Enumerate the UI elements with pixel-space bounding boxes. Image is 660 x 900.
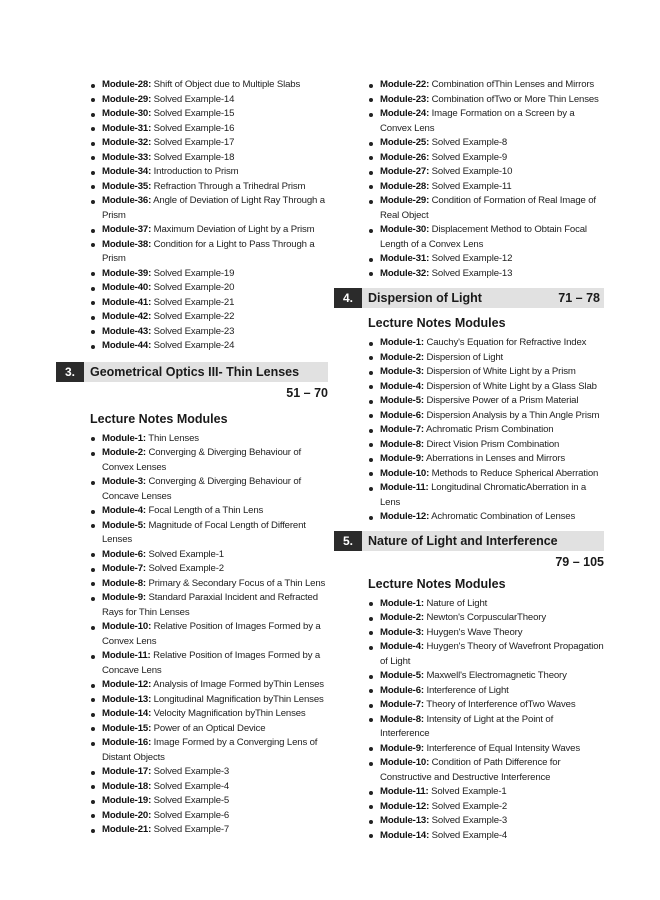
module-label: Module-2: <box>380 351 424 363</box>
module-item[interactable] <box>90 591 328 620</box>
module-item[interactable] <box>90 736 328 765</box>
module-item[interactable] <box>90 310 328 325</box>
module-label: Module-35: <box>102 180 152 192</box>
module-item[interactable] <box>90 548 328 563</box>
module-label: Module-7: <box>380 699 424 710</box>
module-item[interactable] <box>368 684 604 699</box>
module-text: Dispersive Power of a Prism Material <box>426 395 579 406</box>
module-label: Module-34: <box>102 166 152 177</box>
module-text: Solved Example-6 <box>153 809 230 821</box>
module-label: Module-28: <box>102 79 152 90</box>
module-item[interactable] <box>90 296 328 311</box>
module-text: Solved Example-23 <box>153 325 235 337</box>
chapter-3-module-list <box>90 432 328 838</box>
module-text: Refraction Through a Trihedral Prism <box>153 180 306 192</box>
module-text: Cauchy's Equation for Refractive Index <box>426 337 587 348</box>
right-column <box>334 78 604 843</box>
module-item[interactable] <box>368 756 604 785</box>
module-item[interactable] <box>368 78 604 93</box>
lecture-notes-heading: Lecture Notes Modules <box>368 576 506 591</box>
module-label: Module-14: <box>102 708 152 719</box>
module-label: Module-38: <box>102 238 152 250</box>
module-label: Module-11: <box>102 650 151 661</box>
module-text: Solved Example-3 <box>153 766 230 777</box>
module-item[interactable] <box>368 365 604 380</box>
module-text: Solved Example-2 <box>431 800 508 812</box>
module-text: Solved Example-17 <box>153 137 235 148</box>
module-item[interactable] <box>90 722 328 737</box>
module-label: Module-25: <box>380 137 430 148</box>
module-item[interactable] <box>368 800 604 815</box>
module-label: Module-9: <box>380 742 424 754</box>
module-label: Module-4: <box>380 641 424 652</box>
module-text: Focal Length of a Thin Lens <box>148 505 264 516</box>
module-item[interactable] <box>90 432 328 447</box>
module-label: Module-2: <box>380 612 424 623</box>
module-label: Module-16: <box>102 737 152 748</box>
module-label: Module-10: <box>380 757 430 768</box>
module-text: Solved Example-7 <box>153 824 230 835</box>
module-label: Module-14: <box>380 829 430 841</box>
module-text: Power of an Optical Device <box>153 722 266 734</box>
module-item[interactable] <box>368 467 604 482</box>
chapter-title-text: Dispersion of Light <box>368 291 482 305</box>
module-text: Huygen's Wave Theory <box>426 626 523 638</box>
module-text: Longitudinal Magnification byThin Lenses <box>153 693 324 705</box>
chapter-title-text: Geometrical Optics III- Thin Lenses <box>90 364 300 379</box>
module-label: Module-5: <box>380 395 424 406</box>
module-text: Converging & Diverging Behaviour of Convex Lenses <box>102 447 302 473</box>
module-label: Module-9: <box>102 592 146 603</box>
module-text: Solved Example-13 <box>431 267 513 279</box>
module-label: Module-15: <box>102 722 152 734</box>
module-item[interactable] <box>368 380 604 395</box>
module-label: Module-12: <box>102 679 152 690</box>
module-text: Nature of Light <box>426 597 488 609</box>
module-item[interactable] <box>90 136 328 151</box>
module-text: Introduction to Prism <box>153 166 239 177</box>
module-item[interactable] <box>90 267 328 282</box>
chapter-number: 4. <box>334 288 362 308</box>
module-label: Module-22: <box>380 79 430 90</box>
module-label: Module-13: <box>102 693 152 705</box>
module-label: Module-33: <box>102 151 152 163</box>
module-text: Solved Example-15 <box>153 108 235 119</box>
module-label: Module-7: <box>102 563 146 574</box>
module-text: Interference of Equal Intensity Waves <box>426 742 581 754</box>
module-item[interactable] <box>368 626 604 641</box>
module-item[interactable] <box>90 281 328 296</box>
module-item[interactable] <box>90 238 328 267</box>
module-label: Module-13: <box>380 815 430 826</box>
module-item[interactable] <box>368 814 604 829</box>
module-item[interactable] <box>90 504 328 519</box>
module-text: Dispersion of White Light by a Prism <box>426 366 576 377</box>
module-text: Thin Lenses <box>148 432 199 444</box>
module-label: Module-32: <box>380 267 430 279</box>
chapter-5-module-list <box>368 597 604 844</box>
module-item[interactable] <box>90 194 328 223</box>
module-item[interactable] <box>368 423 604 438</box>
module-text: Angle of Deviation of Light Ray Through a Prism <box>102 195 325 221</box>
chapter-number: 5. <box>334 531 362 551</box>
left-column <box>56 78 328 838</box>
module-text: Solved Example-10 <box>431 166 513 177</box>
module-text: Solved Example-12 <box>431 253 513 264</box>
module-text: Huygen's Theory of Wavefront Propagation of Light <box>380 641 604 667</box>
module-label: Module-9: <box>380 453 424 464</box>
chapter-title-text: Nature of Light and Interference <box>368 533 558 548</box>
module-label: Module-39: <box>102 267 152 279</box>
module-item[interactable] <box>368 640 604 669</box>
module-text: Aberrations in Lenses and Mirrors <box>425 453 565 464</box>
module-label: Module-24: <box>380 108 430 119</box>
module-label: Module-29: <box>380 195 430 206</box>
module-item[interactable] <box>90 765 328 780</box>
chapter-title <box>362 531 604 551</box>
module-text: Solved Example-1 <box>431 786 507 797</box>
module-item[interactable] <box>90 122 328 137</box>
module-text: Newton's CorpuscularTheory <box>426 612 546 623</box>
module-item[interactable] <box>368 409 604 424</box>
module-text: Solved Example-1 <box>148 548 224 560</box>
chapter-4-module-list <box>368 336 604 525</box>
module-item[interactable] <box>368 180 604 195</box>
module-item[interactable] <box>368 785 604 800</box>
module-label: Module-8: <box>380 713 424 725</box>
module-label: Module-1: <box>380 337 424 348</box>
module-item[interactable] <box>90 562 328 577</box>
module-text: Theory of Interference ofTwo Waves <box>426 699 576 710</box>
module-item[interactable] <box>368 336 604 351</box>
module-item[interactable] <box>368 165 604 180</box>
module-item[interactable] <box>90 577 328 592</box>
module-text: Intensity of Light at the Point of Interference <box>380 713 554 739</box>
module-text: Dispersion Analysis by a Thin Angle Prism <box>426 409 600 421</box>
module-text: Condition for a Light to Pass Through a Prism <box>102 238 315 264</box>
module-label: Module-6: <box>102 548 146 560</box>
module-label: Module-31: <box>102 122 152 134</box>
module-label: Module-36: <box>102 195 152 206</box>
module-label: Module-10: <box>102 621 152 632</box>
module-label: Module-3: <box>380 366 424 377</box>
chapter-3-header[interactable] <box>56 362 328 382</box>
module-text: Solved Example-21 <box>153 296 235 308</box>
chapter-number: 3. <box>56 362 84 382</box>
module-text: Combination ofTwo or More Thin Lenses <box>431 93 599 105</box>
module-item[interactable] <box>90 446 328 475</box>
module-text: Solved Example-4 <box>153 780 230 792</box>
module-text: Solved Example-18 <box>153 151 235 163</box>
module-text: Solved Example-8 <box>431 137 508 148</box>
module-label: Module-7: <box>380 424 424 435</box>
module-item[interactable] <box>90 809 328 824</box>
module-label: Module-19: <box>102 795 152 806</box>
module-item[interactable] <box>368 452 604 467</box>
module-label: Module-42: <box>102 311 152 322</box>
module-item[interactable] <box>90 519 328 548</box>
module-label: Module-4: <box>380 380 424 392</box>
module-label: Module-41: <box>102 296 152 308</box>
module-item[interactable] <box>368 829 604 844</box>
module-text: Velocity Magnification byThin Lenses <box>153 708 306 719</box>
module-item[interactable] <box>368 107 604 136</box>
module-text: Converging & Diverging Behaviour of Concave Lenses <box>102 476 302 502</box>
module-text: Shift of Object due to Multiple Slabs <box>153 79 301 90</box>
module-item[interactable] <box>90 678 328 693</box>
module-label: Module-43: <box>102 325 152 337</box>
chapter-5-header[interactable] <box>334 531 604 551</box>
module-label: Module-21: <box>102 824 152 835</box>
module-text: Solved Example-16 <box>153 122 235 134</box>
module-item[interactable] <box>90 620 328 649</box>
module-text: Combination ofThin Lenses and Mirrors <box>431 79 595 90</box>
chapter-4-page-range: 71 – 78 <box>558 291 600 305</box>
module-text: Image Formation on a Screen by a Convex Lens <box>380 108 575 134</box>
module-item[interactable] <box>368 252 604 267</box>
module-label: Module-4: <box>102 505 146 516</box>
module-label: Module-26: <box>380 151 430 163</box>
module-item[interactable] <box>368 223 604 252</box>
module-label: Module-37: <box>102 224 152 235</box>
module-label: Module-8: <box>102 577 146 589</box>
module-text: Image Formed by a Converging Lens of Distant Objects <box>102 737 318 763</box>
module-label: Module-1: <box>380 597 424 609</box>
chapter-title <box>362 288 604 308</box>
module-label: Module-10: <box>380 467 430 479</box>
module-label: Module-30: <box>380 224 430 235</box>
module-label: Module-18: <box>102 780 152 792</box>
module-label: Module-6: <box>380 684 424 696</box>
module-item[interactable] <box>90 107 328 122</box>
module-item[interactable] <box>90 223 328 238</box>
module-item[interactable] <box>90 151 328 166</box>
module-item[interactable] <box>368 611 604 626</box>
module-text: Magnitude of Focal Length of Different Lenses <box>102 519 306 545</box>
module-text: Solved Example-19 <box>153 267 235 279</box>
module-text: Solved Example-14 <box>153 93 235 105</box>
module-item[interactable] <box>368 93 604 108</box>
module-item[interactable] <box>368 136 604 151</box>
module-label: Module-3: <box>380 626 424 638</box>
chapter-4-header[interactable] <box>334 288 604 308</box>
module-text: Relative Position of Images Formed by a Concave Lens <box>102 650 321 676</box>
module-text: Maximum Deviation of Light by a Prism <box>153 224 315 235</box>
module-item[interactable] <box>90 339 328 354</box>
module-text: Interference of Light <box>426 684 509 696</box>
module-text: Relative Position of Images Formed by a Convex Lens <box>102 621 321 647</box>
module-text: Solved Example-4 <box>431 829 508 841</box>
module-text: Primary & Secondary Focus of a Thin Lens <box>148 577 326 589</box>
module-label: Module-6: <box>380 409 424 421</box>
module-item[interactable] <box>90 165 328 180</box>
module-text: Solved Example-3 <box>431 815 508 826</box>
module-label: Module-28: <box>380 180 430 192</box>
module-text: Analysis of Image Formed byThin Lenses <box>153 679 324 690</box>
module-item[interactable] <box>368 351 604 366</box>
module-text: Direct Vision Prism Combination <box>426 438 560 450</box>
module-item[interactable] <box>368 713 604 742</box>
module-label: Module-27: <box>380 166 430 177</box>
module-item[interactable] <box>368 597 604 612</box>
module-label: Module-20: <box>102 809 152 821</box>
module-item[interactable] <box>368 267 604 282</box>
module-label: Module-17: <box>102 766 152 777</box>
module-item[interactable] <box>368 669 604 684</box>
module-text: Dispersion of Light <box>426 351 504 363</box>
module-list-continued-right <box>368 78 604 281</box>
module-text: Solved Example-22 <box>153 311 235 322</box>
module-label: Module-2: <box>102 447 146 458</box>
module-label: Module-44: <box>102 340 152 351</box>
module-text: Achromatic Prism Combination <box>425 424 554 435</box>
module-item[interactable] <box>368 151 604 166</box>
module-label: Module-5: <box>102 519 146 531</box>
module-label: Module-32: <box>102 137 152 148</box>
module-item[interactable] <box>368 438 604 453</box>
module-label: Module-30: <box>102 108 152 119</box>
module-item[interactable] <box>368 394 604 409</box>
module-list-continued-left <box>90 78 328 354</box>
module-item[interactable] <box>90 78 328 93</box>
module-text: Solved Example-5 <box>153 795 230 806</box>
module-text: Dispersion of White Light by a Glass Slab <box>426 380 597 392</box>
module-text: Longitudinal ChromaticAberration in a Lens <box>380 482 587 508</box>
module-item[interactable] <box>368 194 604 223</box>
module-label: Module-12: <box>380 800 430 812</box>
module-label: Module-5: <box>380 670 424 681</box>
module-item[interactable] <box>90 93 328 108</box>
lecture-notes-heading: Lecture Notes Modules <box>368 316 506 330</box>
chapter-title <box>84 362 328 382</box>
module-item[interactable] <box>90 780 328 795</box>
module-item[interactable] <box>368 510 604 525</box>
chapter-3-page-range: 51 – 70 <box>286 385 328 400</box>
module-text: Solved Example-20 <box>153 282 235 293</box>
module-text: Condition of Path Difference for Constructive and Destructive Interference <box>380 757 561 783</box>
chapter-5-page-range: 79 – 105 <box>555 554 604 569</box>
module-text: Displacement Method to Obtain Focal Length of a Convex Lens <box>380 224 587 250</box>
module-item[interactable] <box>368 742 604 757</box>
module-text: Maxwell's Electromagnetic Theory <box>426 670 567 681</box>
module-label: Module-8: <box>380 438 424 450</box>
module-text: Standard Paraxial Incident and Refracted Rays for Thin Lenses <box>102 592 318 618</box>
lecture-notes-heading: Lecture Notes Modules <box>90 411 228 426</box>
module-label: Module-12: <box>380 511 430 522</box>
module-text: Methods to Reduce Spherical Aberration <box>431 467 599 479</box>
module-text: Achromatic Combination of Lenses <box>431 511 576 522</box>
module-label: Module-1: <box>102 432 146 444</box>
module-item[interactable] <box>90 707 328 722</box>
module-label: Module-29: <box>102 93 152 105</box>
module-text: Condition of Formation of Real Image of Real Object <box>380 195 596 221</box>
module-text: Solved Example-11 <box>431 180 512 192</box>
module-item[interactable] <box>90 693 328 708</box>
module-item[interactable] <box>90 794 328 809</box>
module-label: Module-31: <box>380 253 430 264</box>
module-label: Module-11: <box>380 786 429 797</box>
module-item[interactable] <box>90 180 328 195</box>
module-item[interactable] <box>90 649 328 678</box>
module-text: Solved Example-24 <box>153 340 235 351</box>
module-text: Solved Example-9 <box>431 151 508 163</box>
module-item[interactable] <box>90 823 328 838</box>
module-label: Module-40: <box>102 282 152 293</box>
module-label: Module-11: <box>380 482 429 493</box>
module-label: Module-23: <box>380 93 430 105</box>
module-item[interactable] <box>90 475 328 504</box>
module-item[interactable] <box>368 698 604 713</box>
module-item[interactable] <box>368 481 604 510</box>
module-item[interactable] <box>90 325 328 340</box>
module-label: Module-3: <box>102 476 146 487</box>
module-text: Solved Example-2 <box>148 563 224 574</box>
